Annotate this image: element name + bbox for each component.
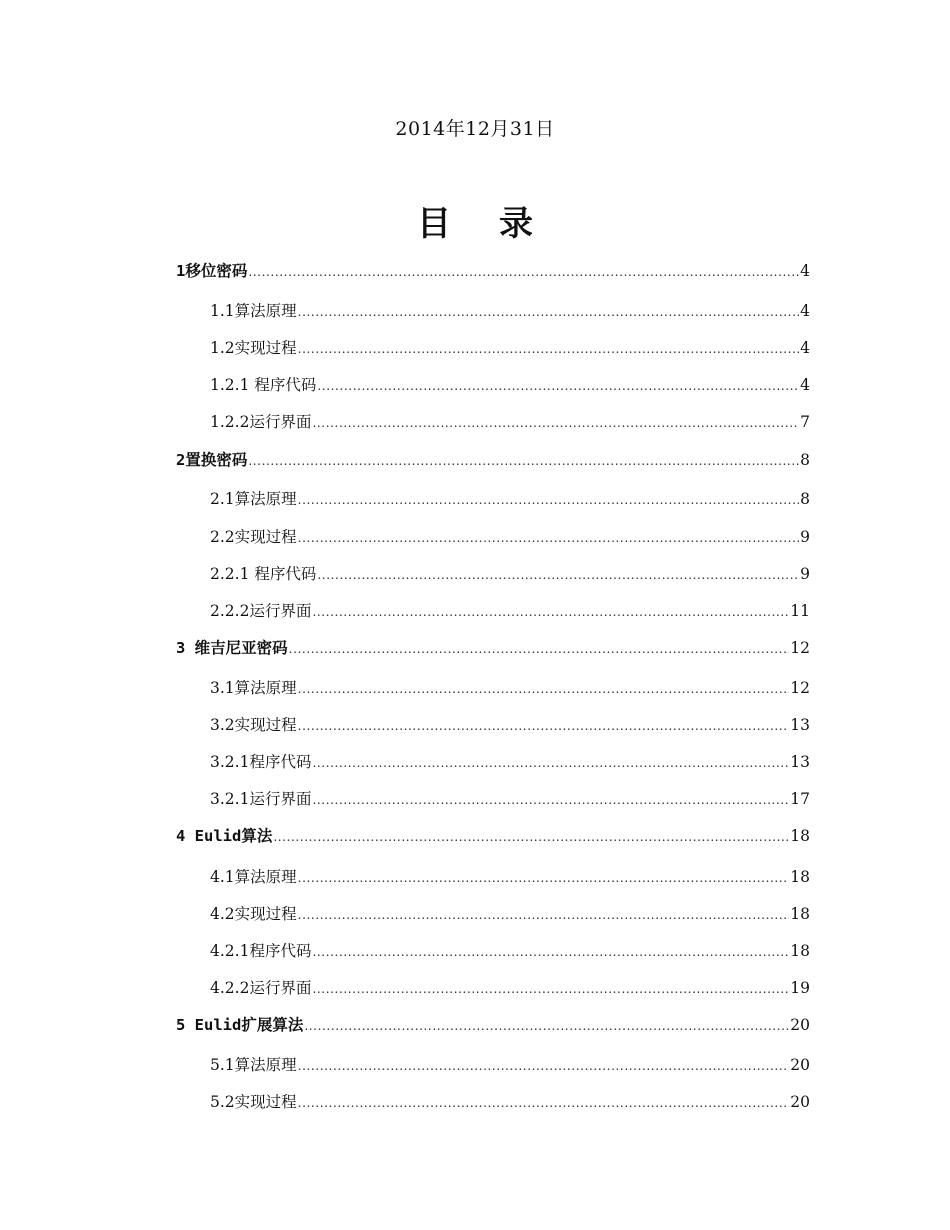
toc-page-number: 12 bbox=[790, 639, 810, 657]
dot-leader bbox=[312, 752, 789, 774]
toc-entry-label: 4.2.2运行界面 bbox=[210, 979, 312, 997]
toc-entry-label: 2.2.2运行界面 bbox=[210, 602, 312, 620]
toc-entry-label: 3 维吉尼亚密码 bbox=[176, 639, 288, 657]
toc-page-number: 20 bbox=[790, 1016, 810, 1034]
toc-page-number: 18 bbox=[790, 827, 810, 845]
toc-entry-label: 2.1算法原理 bbox=[210, 490, 297, 508]
dot-leader bbox=[298, 715, 790, 737]
toc-entry-label: 2.2实现过程 bbox=[210, 528, 297, 546]
dot-leader bbox=[312, 601, 789, 623]
toc-entry-1-2[interactable] bbox=[210, 337, 810, 359]
toc-entry-2-1[interactable] bbox=[210, 488, 810, 510]
dot-leader bbox=[298, 301, 799, 323]
dot-leader bbox=[248, 261, 799, 283]
toc-entry-label: 3.1算法原理 bbox=[210, 679, 297, 697]
toc-entry-1-1[interactable] bbox=[210, 300, 810, 322]
toc-entry-3-2[interactable] bbox=[210, 714, 810, 736]
dot-leader bbox=[298, 867, 790, 889]
toc-entry-5-2[interactable] bbox=[210, 1091, 810, 1113]
toc-entry-4[interactable] bbox=[176, 825, 810, 847]
toc-entry-2[interactable] bbox=[176, 449, 810, 471]
toc-entry-label: 1.2实现过程 bbox=[210, 339, 297, 357]
toc-entry-label: 4.2实现过程 bbox=[210, 905, 297, 923]
toc-entry-label: 3.2.1程序代码 bbox=[210, 753, 312, 771]
toc-entry-3-2-1[interactable] bbox=[210, 751, 810, 773]
dot-leader bbox=[298, 489, 799, 511]
dot-leader bbox=[317, 375, 799, 397]
dot-leader bbox=[298, 527, 799, 549]
toc-entry-1[interactable] bbox=[176, 260, 810, 282]
toc-page-number: 18 bbox=[790, 868, 810, 886]
toc-page-number: 4 bbox=[800, 339, 810, 357]
toc-page-number: 13 bbox=[790, 753, 810, 771]
toc-entry-3-1[interactable] bbox=[210, 677, 810, 699]
toc-entry-1-2-2[interactable] bbox=[210, 411, 810, 433]
dot-leader bbox=[317, 564, 799, 586]
toc-page-number: 9 bbox=[800, 528, 810, 546]
toc-entry-2-2-1[interactable] bbox=[210, 563, 810, 585]
toc-entry-4-2-2[interactable] bbox=[210, 977, 810, 999]
toc-entry-label: 1.1算法原理 bbox=[210, 302, 297, 320]
dot-leader bbox=[304, 1015, 789, 1037]
toc-entry-4-2-1[interactable] bbox=[210, 940, 810, 962]
toc-entry-label: 1移位密码 bbox=[176, 262, 248, 280]
toc-entry-label: 4.2.1程序代码 bbox=[210, 942, 312, 960]
toc-entry-label: 3.2.1运行界面 bbox=[210, 790, 312, 808]
toc-page-number: 13 bbox=[790, 716, 810, 734]
toc-page-number: 20 bbox=[790, 1093, 810, 1111]
toc-entry-label: 5 Eulid扩展算法 bbox=[176, 1016, 304, 1034]
toc-entry-label: 1.2.1 程序代码 bbox=[210, 376, 317, 394]
toc-entry-4-1[interactable] bbox=[210, 866, 810, 888]
dot-leader bbox=[312, 412, 799, 434]
toc-page-number: 9 bbox=[800, 565, 810, 583]
toc-page-number: 19 bbox=[790, 979, 810, 997]
toc-entry-5[interactable] bbox=[176, 1014, 810, 1036]
dot-leader bbox=[298, 338, 799, 360]
toc-entry-2-2-2[interactable] bbox=[210, 600, 810, 622]
toc-page-number: 11 bbox=[790, 602, 810, 620]
toc-page-number: 8 bbox=[800, 451, 810, 469]
toc-page-number: 8 bbox=[800, 490, 810, 508]
toc-entry-label: 3.2实现过程 bbox=[210, 716, 297, 734]
dot-leader bbox=[273, 826, 789, 848]
toc-entry-label: 4 Eulid算法 bbox=[176, 827, 273, 845]
toc-page-number: 18 bbox=[790, 905, 810, 923]
dot-leader bbox=[312, 978, 789, 1000]
toc-entry-5-1[interactable] bbox=[210, 1054, 810, 1076]
dot-leader bbox=[248, 450, 799, 472]
toc-page-number: 4 bbox=[800, 262, 810, 280]
toc-entry-label: 5.1算法原理 bbox=[210, 1056, 297, 1074]
toc-entry-2-2[interactable] bbox=[210, 526, 810, 548]
toc-title: 目录 bbox=[417, 204, 581, 244]
toc-page-number: 12 bbox=[790, 679, 810, 697]
toc-page-number: 4 bbox=[800, 376, 810, 394]
toc-entry-label: 2置换密码 bbox=[176, 451, 248, 469]
toc-page-number: 17 bbox=[790, 790, 810, 808]
toc-entry-4-2[interactable] bbox=[210, 903, 810, 925]
toc-entry-label: 5.2实现过程 bbox=[210, 1093, 297, 1111]
toc-page-number: 7 bbox=[800, 413, 810, 431]
dot-leader bbox=[298, 904, 790, 926]
dot-leader bbox=[312, 789, 789, 811]
toc-entry-3[interactable] bbox=[176, 637, 810, 659]
toc-entry-1-2-1[interactable] bbox=[210, 374, 810, 396]
toc-entry-label: 4.1算法原理 bbox=[210, 868, 297, 886]
toc-entry-label: 2.2.1 程序代码 bbox=[210, 565, 317, 583]
dot-leader bbox=[298, 1055, 790, 1077]
document-date: 2014年12月31日 bbox=[395, 118, 555, 140]
toc-entry-3-2-1-ui[interactable] bbox=[210, 788, 810, 810]
toc-entry-label: 1.2.2运行界面 bbox=[210, 413, 312, 431]
toc-page-number: 18 bbox=[790, 942, 810, 960]
dot-leader bbox=[312, 941, 789, 963]
dot-leader bbox=[298, 1092, 790, 1114]
dot-leader bbox=[298, 678, 790, 700]
dot-leader bbox=[289, 638, 790, 660]
toc-page-number: 4 bbox=[800, 302, 810, 320]
toc-page-number: 20 bbox=[790, 1056, 810, 1074]
